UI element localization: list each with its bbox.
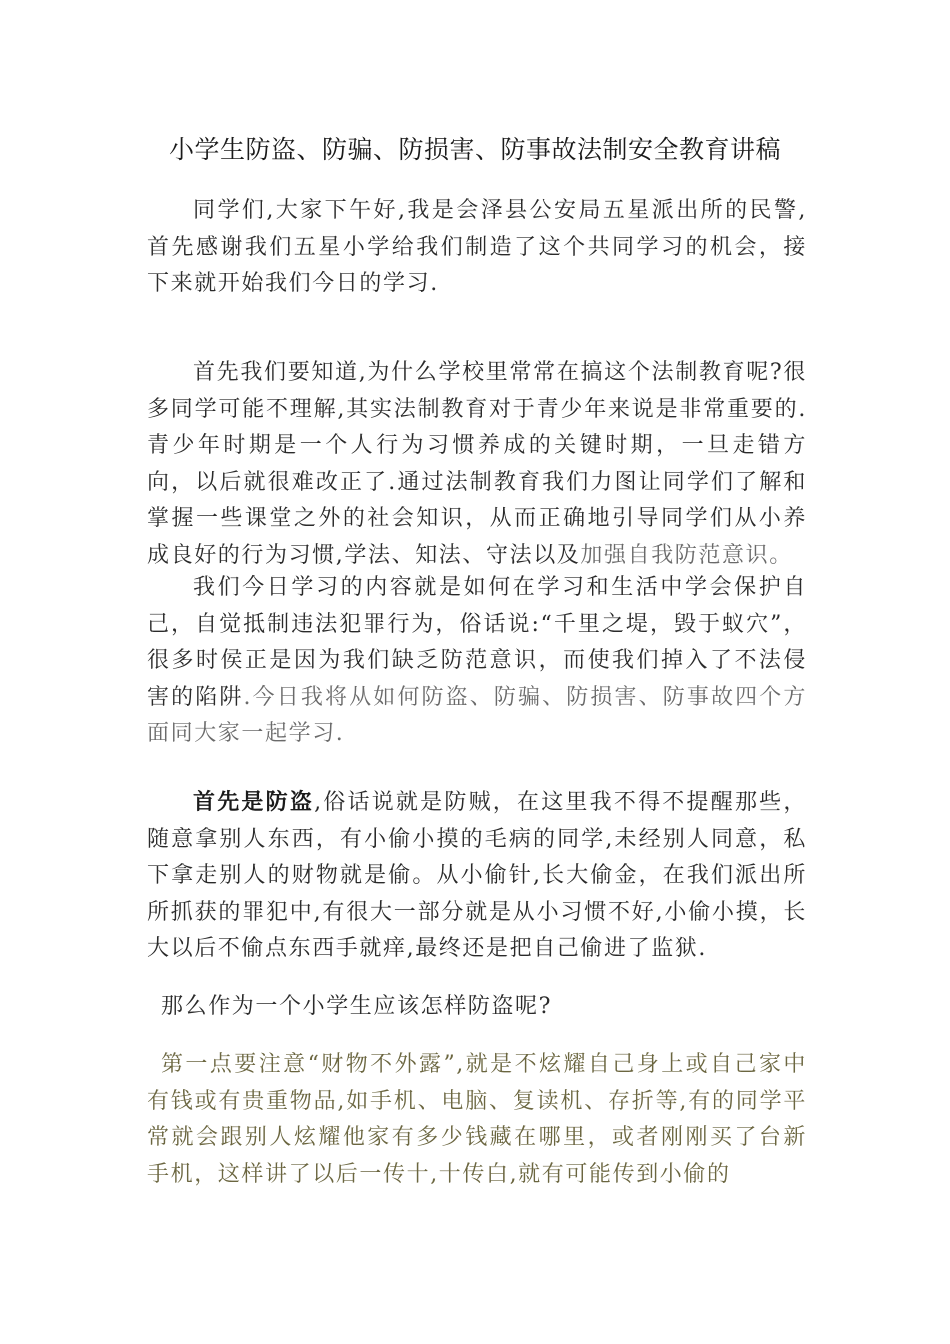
section-heading-anti-theft: 首先是防盗 bbox=[193, 789, 315, 815]
paragraph-text: 首先我们要知道,为什么学校里常常在搞这个法制教育呢?很多同学可能不理解,其实法制教育对于青少年来说是非常重要的.青少年时期是一个人行为习惯养成的关键时期，一旦走错方向，以后就很难改正了.通过法制教育我们力图让同学们了解和掌握一些课堂之外的社会知识，从而正确地引导同学们从小养成良好的行为习惯,学法、知法、守法以及 bbox=[147, 360, 807, 568]
paragraph-text: 我们今日学习的内容就是如何在学习和生活中学会保护自己，自觉抵制违法犯罪行为，俗话说:“千里之堤，毁于蚁穴”，很多时侯正是因为我们缺乏防范意识，而使我们掉入了不法侵害的陷阱 bbox=[147, 575, 807, 710]
paragraph-greeting: 同学们,大家下午好,我是会泽县公安局五星派出所的民警,首先感谢我们五星小学给我们制造了这个共同学习的机会，接下来就开始我们今日的学习. bbox=[147, 198, 807, 296]
paragraph-why-legal-education bbox=[147, 355, 807, 574]
paragraph-question: 那么作为一个小学生应该怎样防盗呢? bbox=[161, 994, 552, 1019]
paragraph-text-tail: .今日我将从如何防盗、防骗、防损害、防事故四个方面同大家一起学习. bbox=[147, 684, 807, 746]
paragraph-point-one bbox=[147, 1047, 807, 1193]
paragraph-text: 第一点要注意“财物不外露”,就是不炫耀自己身上或自己家中有钱或有贵重物品,如手机、电脑、复读机、存折等,有的同学平常就会跟别人炫耀他家有多少钱藏在哪里，或者刚刚买了台新手机，这样讲了以后一传十,十传白,就有可能传到小偷的 bbox=[147, 1052, 807, 1187]
paragraph-anti-theft bbox=[147, 784, 807, 968]
paragraph-text: ,俗话说就是防贼，在这里我不得不提醒那些，随意拿别人东西，有小偷小摸的毛病的同学,未经别人同意，私下拿走别人的财物就是偷。从小偷针,长大偷金，在我们派出所所抓获的罪犯中,有很大一部分就是从小习惯不好,小偷小摸，长大以后不偷点东西手就痒,最终还是把自己偷进了监狱. bbox=[147, 790, 807, 961]
paragraph-today-topic bbox=[147, 570, 807, 753]
document-title: 小学生防盗、防骗、防损害、防事故法制安全教育讲稿 bbox=[168, 135, 781, 164]
paragraph-text-tail: 加强自我防范意识。 bbox=[580, 542, 793, 568]
